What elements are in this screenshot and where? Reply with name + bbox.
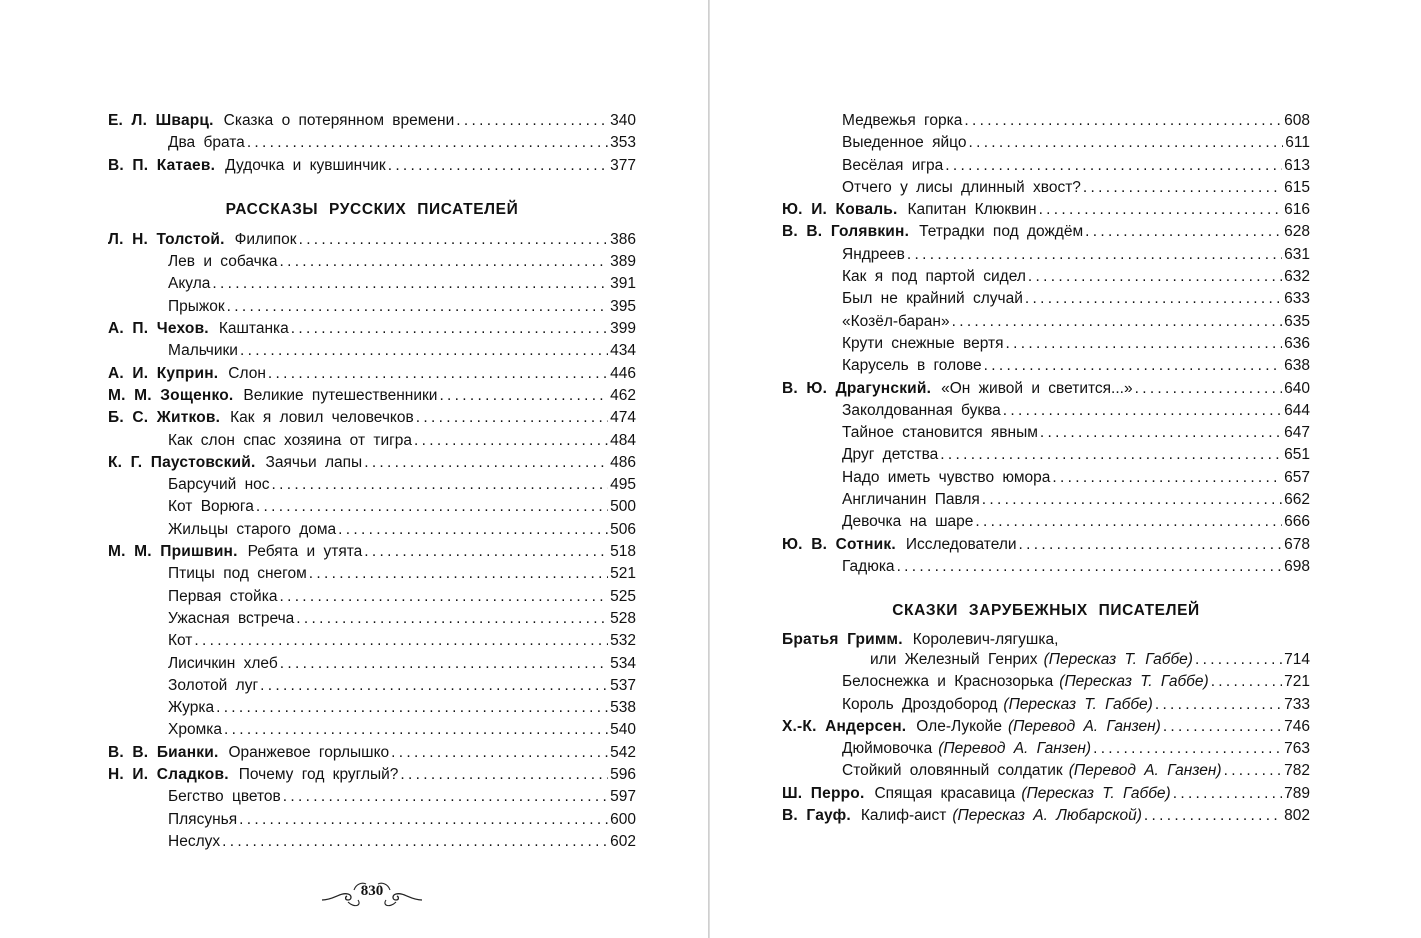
toc-note: (Пересказ Т. Габбе) <box>1021 784 1171 802</box>
leader-dots <box>1135 378 1283 400</box>
leader-dots <box>984 355 1283 377</box>
toc-page-number: 721 <box>1284 673 1310 691</box>
toc-author: А. И. Куприн. <box>108 364 219 382</box>
leader-dots <box>280 653 608 675</box>
toc-page-number: 633 <box>1284 290 1310 308</box>
toc-author: М. М. Пришвин. <box>108 543 238 561</box>
toc-author: К. Г. Паустовский. <box>108 453 256 471</box>
toc-title: Лисичкин хлеб <box>168 654 278 672</box>
toc-entry <box>782 333 1310 355</box>
toc-note: (Пересказ А. Любарской) <box>952 807 1142 825</box>
toc-page-number: 651 <box>1284 446 1310 464</box>
toc-page-number: 537 <box>610 676 636 694</box>
toc-entry-grimm-continued <box>782 649 1310 671</box>
toc-entry-grimm <box>782 630 1310 649</box>
leader-dots <box>1155 694 1282 716</box>
toc-entry <box>782 199 1310 221</box>
toc-page-number: 746 <box>1284 717 1310 735</box>
toc-page-number: 538 <box>610 699 636 717</box>
leader-dots <box>364 541 608 563</box>
toc-entry <box>782 288 1310 310</box>
toc-entry <box>108 132 636 154</box>
toc-title: Дудочка и кувшинчик <box>225 156 386 174</box>
toc-entry <box>782 467 1310 489</box>
toc-entry <box>782 378 1310 400</box>
toc-page-number: 789 <box>1284 784 1310 802</box>
toc-title: Каштанка <box>218 320 289 338</box>
toc-entry <box>782 311 1310 333</box>
leader-dots <box>1144 805 1282 827</box>
leader-dots <box>216 697 608 719</box>
toc-title: Король Дроздобород <box>842 695 998 713</box>
toc-title: Как слон спас хозяина от тигра <box>168 431 413 449</box>
toc-title: Королевич-лягушка, <box>912 631 1059 649</box>
toc-entry <box>782 511 1310 533</box>
toc-entry <box>108 742 636 764</box>
toc-title: Великие путешественники <box>243 386 438 404</box>
leader-dots <box>279 251 608 273</box>
leader-dots <box>291 318 608 340</box>
toc-title: Медвежья горка <box>842 112 963 129</box>
toc-entry <box>782 110 1310 132</box>
toc-title: Спящая красавица <box>874 784 1016 802</box>
toc-entry <box>782 671 1310 693</box>
toc-page-number: 518 <box>610 543 636 561</box>
toc-title: Тетрадки под дождём <box>919 223 1084 241</box>
leader-dots <box>227 296 608 318</box>
toc-title: Исследователи <box>905 535 1017 553</box>
right-toc-block <box>782 110 1310 827</box>
toc-page-number: 635 <box>1284 312 1310 330</box>
toc-title: Журка <box>168 699 215 717</box>
toc-page-number: 377 <box>610 156 636 174</box>
leader-dots <box>975 511 1282 533</box>
right-toc-main-list <box>782 671 1310 827</box>
toc-note: (Пересказ Т. Габбе) <box>1003 695 1153 713</box>
leader-dots <box>247 132 608 154</box>
toc-entry <box>108 519 636 541</box>
toc-entry <box>782 422 1310 444</box>
toc-title: Сказка о потерянном времени <box>223 112 455 129</box>
leader-dots <box>212 273 608 295</box>
toc-page-number: 596 <box>610 766 636 784</box>
toc-title: Весёлая игра <box>842 156 944 174</box>
toc-title: Тайное становится явным <box>842 424 1038 442</box>
left-toc-block <box>108 110 636 853</box>
toc-title: «Козёл-баран» <box>842 312 950 330</box>
toc-entry <box>782 738 1310 760</box>
toc-title: «Он живой и светится...» <box>941 379 1133 397</box>
toc-page-number: 534 <box>610 654 636 672</box>
toc-entry <box>108 296 636 318</box>
toc-entry <box>782 400 1310 422</box>
toc-title: Кот <box>168 632 193 650</box>
toc-note: (Перевод А. Ганзен) <box>1007 717 1161 735</box>
toc-entry <box>782 155 1310 177</box>
toc-title: Белоснежка и Краснозорька <box>842 673 1054 691</box>
toc-author: Ш. Перро. <box>782 784 865 802</box>
toc-note: (Пересказ Т. Габбе) <box>1059 673 1209 691</box>
toc-title: Как я под партой сидел <box>842 268 1026 286</box>
toc-page-number: 540 <box>610 721 636 739</box>
toc-author: Б. С. Житков. <box>108 409 221 427</box>
toc-title: Слон <box>228 364 266 382</box>
toc-title: Хромка <box>168 721 222 739</box>
toc-title: Неслух <box>168 832 221 850</box>
toc-entry <box>108 697 636 719</box>
toc-author: В. В. Бианки. <box>108 743 219 761</box>
toc-entry <box>782 694 1310 716</box>
leader-dots <box>239 809 608 831</box>
leader-dots <box>222 831 608 853</box>
toc-title: Мальчики <box>168 342 238 360</box>
leader-dots <box>388 155 608 177</box>
toc-title: Отчего у лисы длинный хвост? <box>842 178 1081 196</box>
leader-dots <box>268 363 608 385</box>
toc-page-number: 602 <box>610 832 636 850</box>
toc-title: Стойкий оловянный солдатик <box>842 762 1063 780</box>
toc-page-number: 600 <box>610 810 636 828</box>
leader-dots <box>456 110 608 132</box>
toc-entry <box>108 496 636 518</box>
toc-entry <box>782 534 1310 556</box>
toc-author: В. В. Голявкин. <box>782 223 910 241</box>
leader-dots <box>1085 221 1282 243</box>
leader-dots <box>982 489 1282 511</box>
toc-title: Заколдованная буква <box>842 401 1001 419</box>
toc-page-number: 647 <box>1284 424 1310 442</box>
toc-entry <box>108 630 636 652</box>
toc-page-number: 640 <box>1284 379 1310 397</box>
toc-note: (Перевод А. Ганзен) <box>1068 762 1222 780</box>
toc-title: Акула <box>168 275 211 293</box>
leader-dots <box>283 786 608 808</box>
toc-entry <box>108 563 636 585</box>
leader-dots <box>1163 716 1282 738</box>
toc-entry <box>108 653 636 675</box>
toc-page-number: 528 <box>610 609 636 627</box>
page-number-ornament <box>318 878 426 910</box>
toc-page-number: 446 <box>610 364 636 382</box>
toc-title: Заячьи лапы <box>265 453 363 471</box>
leader-dots <box>439 385 608 407</box>
toc-entry <box>108 474 636 496</box>
right-page <box>710 0 1421 938</box>
leader-dots <box>1173 783 1282 805</box>
toc-page-number: 644 <box>1284 401 1310 419</box>
toc-entry <box>782 266 1310 288</box>
toc-page-number: 662 <box>1284 491 1310 509</box>
toc-entry <box>108 586 636 608</box>
leader-dots <box>272 474 609 496</box>
toc-entry <box>782 556 1310 578</box>
toc-entry <box>782 805 1310 827</box>
toc-title: Надо иметь чувство юмора <box>842 468 1051 486</box>
toc-page-number: 678 <box>1284 535 1310 553</box>
toc-entry <box>782 760 1310 782</box>
leader-dots <box>260 675 608 697</box>
section-heading-foreign-tales: СКАЗКИ ЗАРУБЕЖНЫХ ПИСАТЕЛЕЙ <box>892 602 1200 620</box>
toc-page-number: 611 <box>1285 134 1310 152</box>
toc-title: Оранжевое горлышко <box>228 743 390 761</box>
toc-entry <box>108 430 636 452</box>
leader-dots <box>964 110 1282 132</box>
leader-dots <box>256 496 608 518</box>
toc-author: Ю. И. Коваль. <box>782 201 898 219</box>
toc-title: Прыжок <box>168 297 225 315</box>
toc-entry <box>108 340 636 362</box>
toc-title: Два брата <box>168 134 245 152</box>
toc-title: Ужасная встреча <box>168 609 295 627</box>
toc-title: Жильцы старого дома <box>168 520 337 538</box>
toc-entry <box>782 783 1310 805</box>
toc-page-number: 608 <box>1284 112 1310 129</box>
toc-page-number: 631 <box>1284 245 1310 263</box>
leader-dots <box>1195 649 1282 671</box>
toc-page-number: 638 <box>1284 357 1310 375</box>
toc-page-number: 340 <box>610 112 636 129</box>
toc-page-number: 521 <box>610 565 636 583</box>
toc-author: Братья Гримм. <box>782 631 903 649</box>
leader-dots <box>400 764 608 786</box>
toc-page-number: 666 <box>1284 513 1310 531</box>
toc-page-number: 474 <box>610 409 636 427</box>
page-number: 830 <box>360 883 384 899</box>
toc-title: Оле-Лукойе <box>916 717 1002 735</box>
toc-title: Кот Ворюга <box>168 498 254 516</box>
toc-author: В. Гауф. <box>782 807 851 825</box>
toc-page-number: 525 <box>610 587 636 605</box>
toc-entry <box>108 452 636 474</box>
toc-page-number: 714 <box>1284 651 1310 669</box>
leader-dots <box>945 155 1282 177</box>
toc-page-number: 628 <box>1284 223 1310 241</box>
toc-page-number: 802 <box>1284 807 1310 825</box>
toc-title: Как я ловил человечков <box>230 409 414 427</box>
toc-entry <box>108 155 636 177</box>
leader-dots <box>391 742 608 764</box>
toc-entry <box>108 675 636 697</box>
toc-entry <box>108 251 636 273</box>
leader-dots <box>309 563 608 585</box>
leader-dots <box>1040 422 1282 444</box>
leader-dots <box>1019 534 1283 556</box>
toc-page-number: 597 <box>610 788 636 806</box>
toc-page-number: 500 <box>610 498 636 516</box>
section-heading-russian-stories: РАССКАЗЫ РУССКИХ ПИСАТЕЛЕЙ <box>225 200 519 218</box>
toc-page-number: 613 <box>1284 156 1310 174</box>
toc-page-number: 399 <box>610 320 636 338</box>
toc-page-number: 532 <box>610 632 636 650</box>
leader-dots <box>1211 671 1282 693</box>
toc-title: Друг детства <box>842 446 939 464</box>
toc-page-number: 632 <box>1284 268 1310 286</box>
toc-entry <box>108 229 636 251</box>
leader-dots <box>1028 266 1282 288</box>
toc-author: А. П. Чехов. <box>108 320 209 338</box>
toc-entry <box>108 363 636 385</box>
toc-page-number: 495 <box>610 476 636 494</box>
toc-note: (Пересказ Т. Габбе) <box>1043 651 1193 669</box>
toc-entry <box>782 244 1310 266</box>
toc-page-number: 462 <box>610 386 636 404</box>
toc-page-number: 484 <box>610 431 636 449</box>
toc-page-number: 616 <box>1284 201 1310 219</box>
toc-title: Крути снежные вертя <box>842 334 1004 352</box>
toc-entry <box>782 355 1310 377</box>
leader-dots <box>364 452 608 474</box>
leader-dots <box>1083 177 1282 199</box>
toc-title: Яндреев <box>842 245 905 263</box>
leader-dots <box>1093 738 1282 760</box>
leader-dots <box>952 311 1283 333</box>
leader-dots <box>194 630 608 652</box>
toc-page-number: 657 <box>1284 468 1310 486</box>
toc-title: Был не крайний случай <box>842 290 1023 308</box>
toc-page-number: 782 <box>1284 762 1310 780</box>
leader-dots <box>279 586 608 608</box>
toc-author: Ю. В. Сотник. <box>782 535 896 553</box>
toc-title: Филипок <box>234 230 297 248</box>
leader-dots <box>240 340 608 362</box>
toc-entry <box>782 489 1310 511</box>
toc-title: Почему год круглый? <box>238 766 399 784</box>
leader-dots <box>1025 288 1282 310</box>
leader-dots <box>416 407 608 429</box>
leader-dots <box>296 608 608 630</box>
toc-page-number: 391 <box>610 275 636 293</box>
leader-dots <box>338 519 608 541</box>
left-toc-top-list <box>108 110 636 177</box>
toc-title: или Железный Генрих <box>870 651 1038 669</box>
toc-title: Первая стойка <box>168 587 278 605</box>
leader-dots <box>1003 400 1282 422</box>
toc-title: Дюймовочка <box>842 740 933 758</box>
leader-dots <box>940 444 1282 466</box>
toc-title: Англичанин Павля <box>842 491 980 509</box>
toc-author: В. П. Катаев. <box>108 156 216 174</box>
toc-entry <box>108 273 636 295</box>
toc-title: Капитан Клюквин <box>907 201 1037 219</box>
toc-entry <box>782 221 1310 243</box>
toc-title: Карусель в голове <box>842 357 982 375</box>
toc-entry <box>108 407 636 429</box>
toc-title: Калиф-аист <box>860 807 947 825</box>
leader-dots <box>1006 333 1283 355</box>
toc-page-number: 636 <box>1284 334 1310 352</box>
leader-dots <box>299 229 609 251</box>
toc-entry <box>782 132 1310 154</box>
toc-title: Лев и собачка <box>168 253 278 271</box>
toc-entry <box>108 110 636 132</box>
toc-entry <box>108 764 636 786</box>
toc-entry <box>108 541 636 563</box>
leader-dots <box>1039 199 1283 221</box>
toc-page-number: 353 <box>610 134 636 152</box>
toc-page-number: 615 <box>1284 178 1310 196</box>
toc-page-number: 542 <box>610 743 636 761</box>
toc-author: Н. И. Сладков. <box>108 766 229 784</box>
toc-page-number: 386 <box>610 230 636 248</box>
toc-entry <box>108 786 636 808</box>
toc-title: Девочка на шаре <box>842 513 974 531</box>
toc-entry <box>108 831 636 853</box>
toc-entry <box>108 318 636 340</box>
toc-author: Х.-К. Андерсен. <box>782 717 907 735</box>
toc-entry <box>782 444 1310 466</box>
toc-entry <box>108 719 636 741</box>
leader-dots <box>1224 760 1283 782</box>
toc-author: В. Ю. Драгунский. <box>782 379 932 397</box>
toc-note: (Перевод А. Ганзен) <box>938 740 1092 758</box>
toc-title: Бегство цветов <box>168 788 281 806</box>
toc-page-number: 698 <box>1284 557 1310 575</box>
toc-title: Барсучий нос <box>168 476 270 494</box>
toc-title: Плясунья <box>168 810 238 828</box>
left-toc-main-list <box>108 229 636 853</box>
toc-page-number: 434 <box>610 342 636 360</box>
toc-entry <box>108 608 636 630</box>
toc-entry <box>108 809 636 831</box>
leader-dots <box>1052 467 1282 489</box>
leader-dots <box>414 430 608 452</box>
toc-page-number: 395 <box>610 297 636 315</box>
toc-page-number: 763 <box>1284 740 1310 758</box>
toc-title: Гадюка <box>842 557 895 575</box>
toc-entry <box>782 716 1310 738</box>
toc-page-number: 486 <box>610 453 636 471</box>
toc-author: М. М. Зощенко. <box>108 386 234 404</box>
leader-dots <box>968 132 1283 154</box>
toc-entry <box>782 177 1310 199</box>
leader-dots <box>224 719 608 741</box>
toc-page-number: 389 <box>610 253 636 271</box>
toc-page-number: 733 <box>1284 695 1310 713</box>
toc-author: Л. Н. Толстой. <box>108 230 225 248</box>
toc-page-number: 506 <box>610 520 636 538</box>
toc-title: Ребята и утята <box>247 543 363 561</box>
toc-author: Е. Л. Шварц. <box>108 112 214 129</box>
toc-title: Золотой луг <box>168 676 259 694</box>
leader-dots <box>907 244 1282 266</box>
toc-title: Птицы под снегом <box>168 565 307 583</box>
leader-dots <box>897 556 1283 578</box>
left-page <box>0 0 708 938</box>
toc-title: Выеденное яйцо <box>842 134 967 152</box>
right-toc-top-list <box>782 110 1310 578</box>
toc-entry <box>108 385 636 407</box>
